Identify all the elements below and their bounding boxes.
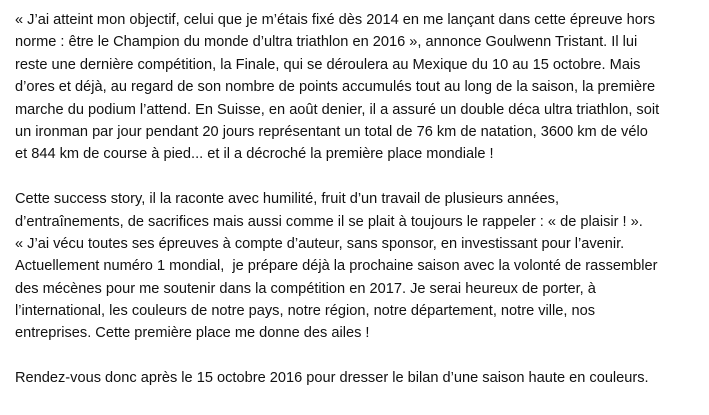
text-line: Rendez-vous donc après le 15 octobre 2016 pour dresser le bilan d’une saison haute en couleurs. [15, 370, 649, 387]
text-line: « J’ai atteint mon objectif, celui que je m’étais fixé dès 2014 en me lançant dans cette épreuve hors [15, 12, 656, 28]
text-line: entreprises. Cette première place me donne des ailes ! [15, 325, 370, 342]
text-line: et 844 km de course à pied... et il a décroché la première place mondiale ! [15, 146, 494, 163]
text-line: « J’ai vécu toutes ses épreuves à compte d’auteur, sans sponsor, en investissant pour l’avenir. [15, 235, 625, 252]
text-line: Cette success story, il la raconte avec humilité, fruit d’un travail de plusieurs années, [15, 191, 560, 208]
text-line: des mécènes pour me soutenir dans la compétition en 2017. Je serai heureux de porter, à [15, 280, 596, 297]
text-line: l’international, les couleurs de notre pays, notre région, notre département, notre ville, nos [15, 303, 596, 320]
document-body [15, 9, 705, 390]
text-line: marche du podium l’attend. En Suisse, en août denier, il a assuré un double déca ultra triathlon, soit [15, 101, 660, 118]
text-line: d’entraînements, de sacrifices mais aussi comme il se plait à toujours le rappeler : « de plaisir ! ». [15, 213, 643, 230]
text-line: d’ores et déjà, au regard de son nombre de points accumulés tout au long de la saison, la première [15, 79, 656, 96]
paragraph-2 [15, 188, 705, 345]
text-line: un ironman par jour pendant 20 jours représentant un total de 76 km de natation, 3600 km de vélo [15, 123, 648, 140]
paragraph-spacer [15, 166, 705, 188]
paragraph-spacer [15, 345, 705, 367]
paragraph-1 [15, 9, 705, 166]
text-line: norme : être le Champion du monde d’ultra triathlon en 2016 », annonce Goulwenn Tristant. Il lui [15, 34, 638, 51]
paragraph-3 [15, 367, 705, 389]
text-line: Actuellement numéro 1 mondial, je prépare déjà la prochaine saison avec la volonté de rassembler [15, 258, 658, 275]
text-line: reste une dernière compétition, la Finale, qui se déroulera au Mexique du 10 au 15 octobre. Mais [15, 56, 641, 73]
